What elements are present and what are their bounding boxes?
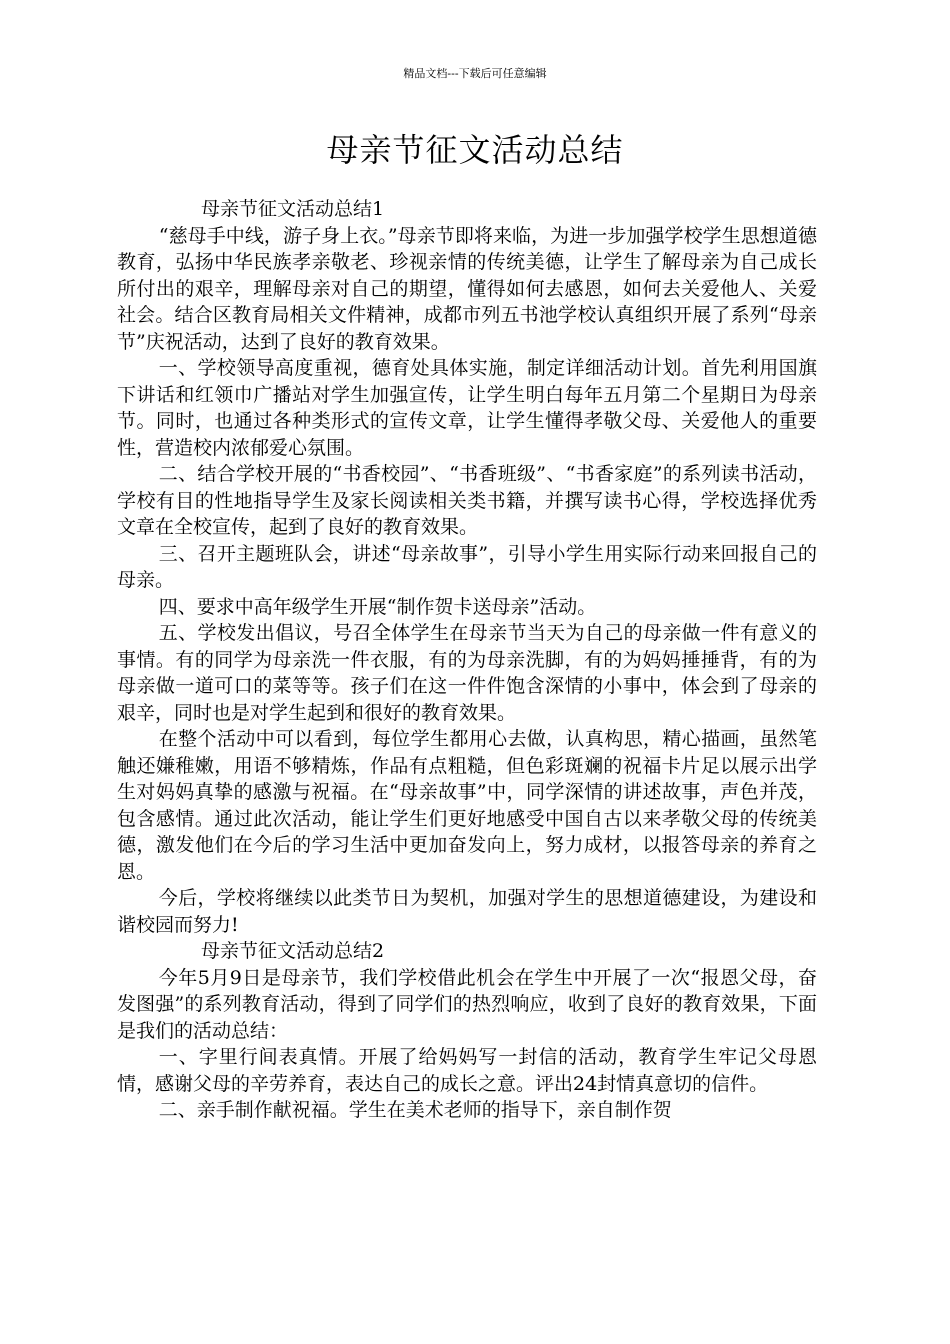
paragraph: 五、学校发出倡议，号召全体学生在母亲节当天为自己的母亲做一件有意义的事情。有的同学为母亲洗一件衣服，有的为母亲洗脚，有的为妈妈捶捶背，有的为母亲做一道可口的菜等等。孩子们在这一件件饱含深情的小事中，体会到了母亲的艰辛，同时也是对学生起到和很好的教育效果。	[117, 622, 817, 724]
section-heading: 母亲节征文活动总结2	[201, 940, 385, 962]
section-heading: 母亲节征文活动总结1	[201, 198, 385, 220]
paragraph: 二、亲手制作献祝福。学生在美术老师的指导下，亲自制作贺	[158, 1099, 672, 1121]
document-body	[117, 196, 817, 1124]
paragraph: 在整个活动中可以看到，每位学生都用心去做，认真构思，精心描画，虽然笔触还嫌稚嫩，用语不够精炼，作品有点粗糙，但色彩斑斓的祝福卡片足以展示出学生对妈妈真挚的感激与祝福。在“母亲故事”中，同学深情的讲述故事，声色并茂，包含感情。通过此次活动，能让学生们更好地感受中国自古以来孝敬父母的传统美德，激发他们在今后的学习生活中更加奋发向上，努力成材，以报答母亲的养育之恩。	[117, 728, 817, 883]
page-title: 母亲节征文活动总结	[326, 131, 624, 169]
paragraph: 今年5月9日是母亲节，我们学校借此机会在学生中开展了一次“报恩父母，奋发图强”的系列教育活动，得到了同学们的热烈响应，收到了良好的教育效果，下面是我们的活动总结：	[117, 966, 817, 1042]
paragraph: 四、要求中高年级学生开展“制作贺卡送母亲”活动。	[158, 595, 597, 618]
paragraph: “慈母手中线，游子身上衣。”母亲节即将来临，为进一步加强学校学生思想道德教育，弘扬中华民族孝亲敬老、珍视亲情的传统美德，让学生了解母亲为自己成长所付出的艰辛，理解母亲对自己的期望，懂得如何去感恩，如何去关爱他人、关爱社会。结合区教育局相关文件精神，成都市列五书池学校认真组织开展了系列“母亲节”庆祝活动，达到了良好的教育效果。	[117, 224, 817, 353]
paragraph: 三、召开主题班队会，讲述“母亲故事”，引导小学生用实际行动来回报自己的母亲。	[117, 542, 817, 591]
paragraph: 二、结合学校开展的“书香校园”、“书香班级”、“书香家庭”的系列读书活动，学校有目的性地指导学生及家长阅读相关类书籍，并撰写读书心得，学校选择优秀文章在全校宣传，起到了良好的教育效果。	[117, 463, 817, 538]
paragraph: 一、字里行间表真情。开展了给妈妈写一封信的活动，教育学生牢记父母恩情，感谢父母的辛劳养育，表达自己的成长之意。评出24封情真意切的信件。	[117, 1046, 817, 1095]
header-note: 精品文档---下载后可任意编辑	[403, 67, 547, 80]
paragraph: 一、学校领导高度重视，德育处具体实施，制定详细活动计划。首先利用国旗下讲话和红领巾广播站对学生加强宣传，让学生明白每年五月第二个星期日为母亲节。同时，也通过各种类形式的宣传文章，让学生懂得孝敬父母、关爱他人的重要性，营造校内浓郁爱心氛围。	[117, 357, 817, 459]
paragraph: 今后，学校将继续以此类节日为契机，加强对学生的思想道德建设，为建设和谐校园而努力!	[117, 887, 817, 936]
